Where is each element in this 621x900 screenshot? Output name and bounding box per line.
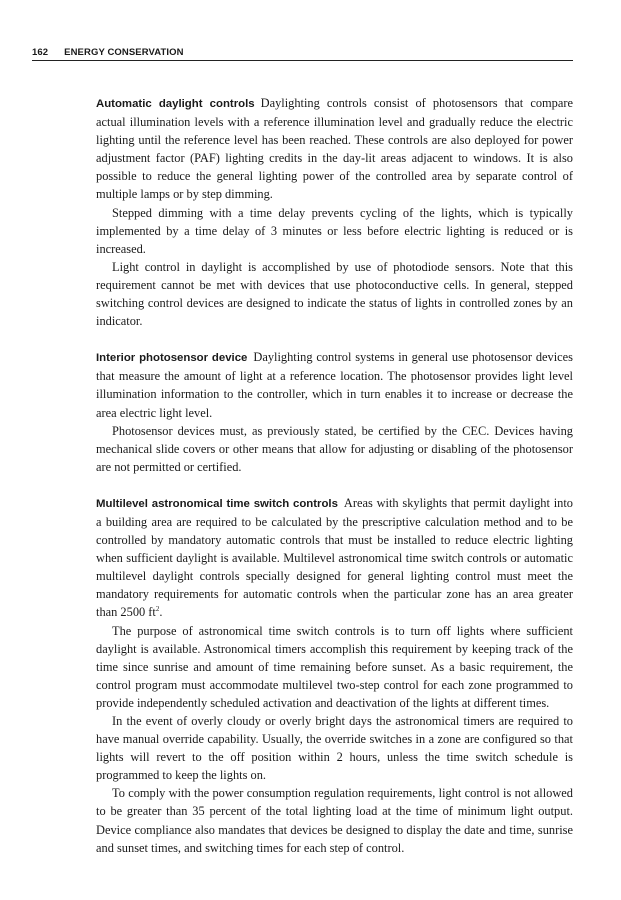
run-in-heading: Multilevel astronomical time switch controls: [96, 497, 338, 510]
page-body: [96, 94, 573, 857]
running-head-title: ENERGY CONSERVATION: [64, 47, 184, 58]
superscript: 2: [155, 605, 160, 614]
section-multilevel-astronomical-time-switch-controls: [96, 494, 573, 857]
paragraph-text: Daylighting control systems in general use photosensor devices that measure the amount of light at a reference location. The photosensor provides light level illumination information to the controller, which in turn enables it to increase or decrease the area electric light level.: [96, 350, 573, 420]
paragraph: [96, 348, 573, 421]
paragraph: Stepped dimming with a time delay prevents cycling of the lights, which is typically implemented by a time delay of 3 minutes or less before electric lighting is reduced or is increased.: [96, 205, 573, 256]
paragraph-text: Daylighting controls consist of photosensors that compare actual illumination levels with a reference illumination level and gradually reduce the electric lighting until the reference level has been reached. These controls are also deployed for power adjustment factor (PAF) lighting credits in the day-lit areas adjacent to windows. It is also possible to reduce the general lighting power of the controlled area by separate control of multiple lamps or by step dimming.: [96, 96, 573, 202]
paragraph: To comply with the power consumption regulation requirements, light control is not allowed to be greater than 35 percent of the total lighting load at the time of minimum light output. Device compliance also mandates that devices be designed to display the date and time, sunrise and sunset times, and switching times for each step of control.: [96, 786, 573, 855]
paragraph: Light control in daylight is accomplished by use of photodiode sensors. Note that this requirement cannot be met with devices that use photoconductive cells. In general, stepped switching control devices are designed to indicate the status of lights in controlled zones by an indicator.: [96, 259, 573, 329]
paragraph-text: Areas with skylights that permit daylight into a building area are required to be calculated by the prescriptive calculation method and to be controlled by mandatory automatic controls that must be installed to reduce electric lighting when sufficient daylight is available. Multilevel astronomical time switch controls or automatic multilevel daylight controls specially designed for general lighting control must meet the mandatory requirements for automatic controls when the particular zone has an area greater than 2500 ft: [96, 495, 573, 620]
run-in-heading: Interior photosensor device: [96, 352, 248, 365]
paragraph: The purpose of astronomical time switch controls is to turn off lights where sufficient daylight is available. Astronomical timers accomplish this requirement by keeping track of the time since sunrise and amount of time remaining before sunset. As a basic requirement, the control program must accommodate multilevel two-step control for each zone programmed to provide independently scheduled activation and deactivation of the lights at different times.: [96, 623, 573, 710]
paragraph: [96, 494, 573, 622]
paragraph: Photosensor devices must, as previously stated, be certified by the CEC. Devices having mechanical slide covers or other means that allow for adjusting or disabling of the photosensor are not permitted or certified.: [96, 423, 573, 474]
paragraph: [96, 94, 573, 204]
section-interior-photosensor-device: [96, 348, 573, 476]
running-head: [32, 46, 573, 61]
run-in-heading: Automatic daylight controls: [96, 98, 255, 110]
section-automatic-daylight-controls: [96, 94, 573, 330]
paragraph: In the event of overly cloudy or overly bright days the astronomical timers are required to have manual override capability. Usually, the override switches in a zone are configured so that lights will revert to the off position within 2 hours, unless the time switch schedule is programmed to keep the lights on.: [96, 714, 573, 783]
sentence-end: .: [159, 605, 163, 620]
page-number: 162: [32, 47, 49, 58]
